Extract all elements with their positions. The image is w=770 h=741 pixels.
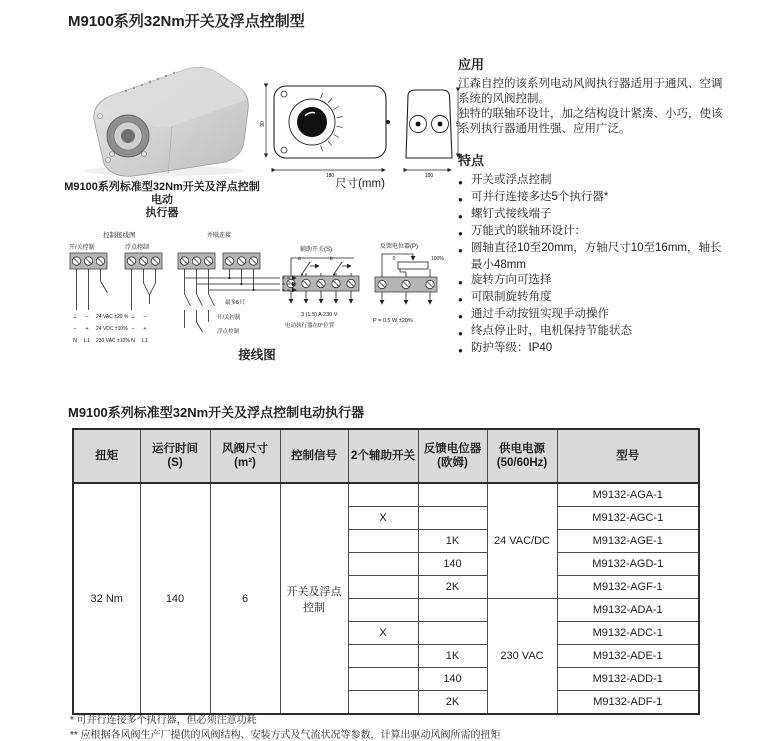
- svg-text:N: N: [73, 338, 77, 344]
- application-line: 独特的联轴环设计，加之结构设计紧凑、小巧，使该: [458, 108, 723, 120]
- bolt: [110, 152, 115, 157]
- cell-model: M9132-ADC-1: [557, 622, 699, 645]
- cell-model: M9132-AGC-1: [557, 507, 699, 530]
- feature-text: 开关或浮点控制: [471, 174, 552, 186]
- feature-text: 螺钉式接线端子: [471, 208, 552, 220]
- wiring-title: 控制接线图: [103, 232, 136, 239]
- cell-aux: X: [348, 507, 418, 530]
- product-photo: [64, 58, 264, 180]
- pot-full-label: 100%: [431, 256, 444, 262]
- bullet-icon: ●: [458, 278, 463, 287]
- header-feedback-pot: 反馈电位器 (欧姆): [418, 429, 487, 483]
- product-caption-line1: M9100系列标准型32Nm开关及浮点控制电动: [64, 181, 260, 206]
- cell-power-230vac: 230 VAC: [487, 599, 557, 715]
- feature-text: 旋转方向可选择: [471, 274, 552, 286]
- feature-text: 可并行连接多达5个执行器*: [471, 191, 609, 203]
- parallel-float-label: 浮点控制: [217, 329, 240, 335]
- features-heading: 特点: [458, 153, 485, 168]
- svg-text:24 VDC ±10%: 24 VDC ±10%: [96, 326, 128, 332]
- cell-feedback: 2K: [418, 691, 487, 715]
- cell-feedback: [418, 483, 487, 507]
- svg-text:+: +: [85, 326, 89, 332]
- control-wires: [77, 269, 156, 310]
- header-power-supply: 供电电源 (50/60Hz): [487, 429, 557, 483]
- cell-feedback: 1K: [418, 530, 487, 553]
- header-damper-size: 风阀尺寸 (m²): [210, 429, 280, 483]
- dim-side-height: 67: [454, 121, 460, 127]
- svg-text:N: N: [131, 338, 135, 344]
- svg-text:24 VAC ±20 %: 24 VAC ±20 %: [96, 314, 129, 320]
- cell-model: M9132-AGF-1: [557, 576, 699, 599]
- onoff-label: 开/关控制: [69, 245, 95, 251]
- bolt: [142, 152, 147, 157]
- product-caption-line2: 执行器: [145, 207, 179, 219]
- feature-item: [458, 224, 758, 241]
- dial: [297, 107, 327, 137]
- cell-aux: [348, 483, 418, 507]
- feature-text: 圆轴直径10至20mm，方轴尺寸10至16mm，轴长: [471, 242, 722, 254]
- bullet-icon: ●: [458, 195, 463, 204]
- cell-feedback: 1K: [418, 645, 487, 668]
- cell-power-24vacdc: 24 VAC/DC: [487, 483, 557, 599]
- power-labels: [73, 314, 148, 344]
- bullet-icon: ●: [458, 346, 463, 355]
- cell-aux: [348, 576, 418, 599]
- svg-text:−: −: [85, 314, 89, 320]
- max-units-label: 最多5只: [225, 300, 245, 306]
- table-header-row: [73, 429, 699, 483]
- screw: [106, 158, 111, 163]
- feature-item: [458, 258, 758, 273]
- coupling-ring: [107, 115, 149, 157]
- parallel-onoff-label: 开/关控制: [217, 315, 241, 321]
- bullet-icon: ●: [458, 212, 463, 221]
- header-aux-switch: 2个辅助开关: [348, 429, 418, 483]
- footnote-1: * 可并行连接多个执行器，但必须注意功耗: [70, 715, 257, 726]
- bullet-icon: ●: [458, 178, 463, 187]
- feature-item: [458, 324, 758, 341]
- cell-model: M9132-AGD-1: [557, 553, 699, 576]
- bullet-icon: ●: [458, 246, 463, 255]
- page-title: M9100系列32Nm开关及浮点控制型: [68, 13, 305, 30]
- parallel-label: 并联连接: [207, 233, 232, 239]
- front-view: [274, 86, 386, 158]
- feature-item: [458, 241, 758, 258]
- cell-aux: [348, 553, 418, 576]
- cell-feedback: [418, 622, 487, 645]
- cell-feedback: [418, 507, 487, 530]
- feature-text: 通过手动按钮实现手动操作: [471, 308, 609, 320]
- dim-front-width: 180: [325, 173, 335, 179]
- cell-aux: [348, 599, 418, 622]
- svg-text:230 VAC ±10%: 230 VAC ±10%: [96, 338, 130, 344]
- aux-b-label: b: [330, 256, 333, 262]
- wiring-caption: 接线图: [238, 348, 276, 362]
- header-model: 型号: [557, 429, 699, 483]
- right-column: [458, 54, 758, 358]
- screw: [98, 114, 103, 119]
- cell-model: M9132-AGE-1: [557, 530, 699, 553]
- svg-text:L1: L1: [141, 338, 149, 344]
- cell-feedback: 2K: [418, 576, 487, 599]
- cell-aux: [348, 530, 418, 553]
- feature-text: 终点停止时，电机保持节能状态: [471, 325, 632, 337]
- feature-item: [458, 207, 758, 224]
- svg-text:+: +: [143, 326, 147, 332]
- wiring-diagram: [62, 226, 462, 348]
- cell-model: M9132-AGA-1: [557, 483, 699, 507]
- cell-feedback: 140: [418, 553, 487, 576]
- application-line: 系列执行器通用性强、应用广泛。: [458, 123, 631, 135]
- header-run-time: 运行时间 (S): [140, 429, 210, 483]
- cell-model: M9132-ADF-1: [557, 691, 699, 715]
- feature-item: [458, 290, 758, 307]
- product-caption: [62, 181, 262, 220]
- dim-front-height: 90: [260, 121, 266, 127]
- table-row: [73, 483, 699, 507]
- cell-torque: 32 Nm: [73, 483, 140, 714]
- svg-text:−: −: [73, 326, 77, 332]
- application-heading: 应用: [458, 57, 485, 72]
- feature-item: [458, 341, 758, 358]
- feature-item: [458, 307, 758, 324]
- dimensions-caption: 尺寸(mm): [335, 178, 385, 190]
- cell-model: M9132-ADD-1: [557, 668, 699, 691]
- bullet-icon: ●: [458, 312, 463, 321]
- footnote-2: ** 应根据各风阀生产厂提供的风阀结构、安装方式及气流状况等参数，计算出驱动风阀所需的扭矩: [70, 730, 501, 741]
- cell-control-signal: 开关及浮点控制: [280, 483, 348, 714]
- svg-text:−: −: [131, 326, 135, 332]
- aux-rating: 3 (1.5) A 230 V: [301, 312, 338, 318]
- pot-zero-label: 0: [392, 256, 396, 262]
- header-torque: 扭矩: [73, 429, 140, 483]
- feature-item: [458, 273, 758, 290]
- dim-side-width: 100: [424, 173, 434, 179]
- feature-item: [458, 190, 758, 207]
- bullet-icon: ●: [458, 295, 463, 304]
- feature-text: 最小48mm: [471, 259, 526, 271]
- cell-model: M9132-ADA-1: [557, 599, 699, 622]
- bullet-icon: ●: [458, 229, 463, 238]
- bullet-icon: ●: [458, 329, 463, 338]
- feature-text: 可限制旋转角度: [471, 291, 552, 303]
- application-line: 江森自控的该系列电动风阀执行器适用于通风、空调: [458, 78, 723, 90]
- spec-table: [72, 428, 700, 715]
- cell-aux: [348, 668, 418, 691]
- svg-text:⊥: ⊥: [72, 314, 78, 320]
- float-label: 浮点控制: [125, 245, 150, 251]
- feature-text: 防护等级：IP40: [471, 342, 553, 354]
- aux-switch-label: 辅助开关(S): [300, 247, 332, 253]
- svg-text:L1: L1: [83, 338, 91, 344]
- cell-feedback: 140: [418, 668, 487, 691]
- svg-text:−: −: [143, 314, 147, 320]
- cell-aux: X: [348, 622, 418, 645]
- feedback-rating: P = 0.5 W ±20%: [373, 318, 413, 324]
- cell-aux: [348, 645, 418, 668]
- dimension-drawing: [260, 82, 460, 182]
- header-control-signal: 控制信号: [280, 429, 348, 483]
- cell-damper-size: 6: [210, 483, 280, 714]
- feedback-pot-label: 反馈电位器(P): [380, 244, 418, 250]
- svg-text:⊥: ⊥: [130, 314, 136, 320]
- table-title: M9100系列标准型32Nm开关及浮点控制电动执行器: [68, 405, 365, 420]
- aux-a-label: a: [298, 256, 301, 262]
- cell-aux: [348, 691, 418, 715]
- aux-note: 电动执行器在0°位置: [285, 323, 335, 329]
- cell-feedback: [418, 599, 487, 622]
- side-view: [406, 90, 452, 158]
- feature-text: 万能式的联轴环设计：: [471, 225, 586, 237]
- application-line: 系统的风阀控制。: [458, 93, 550, 105]
- cell-run-time: 140: [140, 483, 210, 714]
- feature-item: [458, 173, 758, 190]
- cell-model: M9132-ADE-1: [557, 645, 699, 668]
